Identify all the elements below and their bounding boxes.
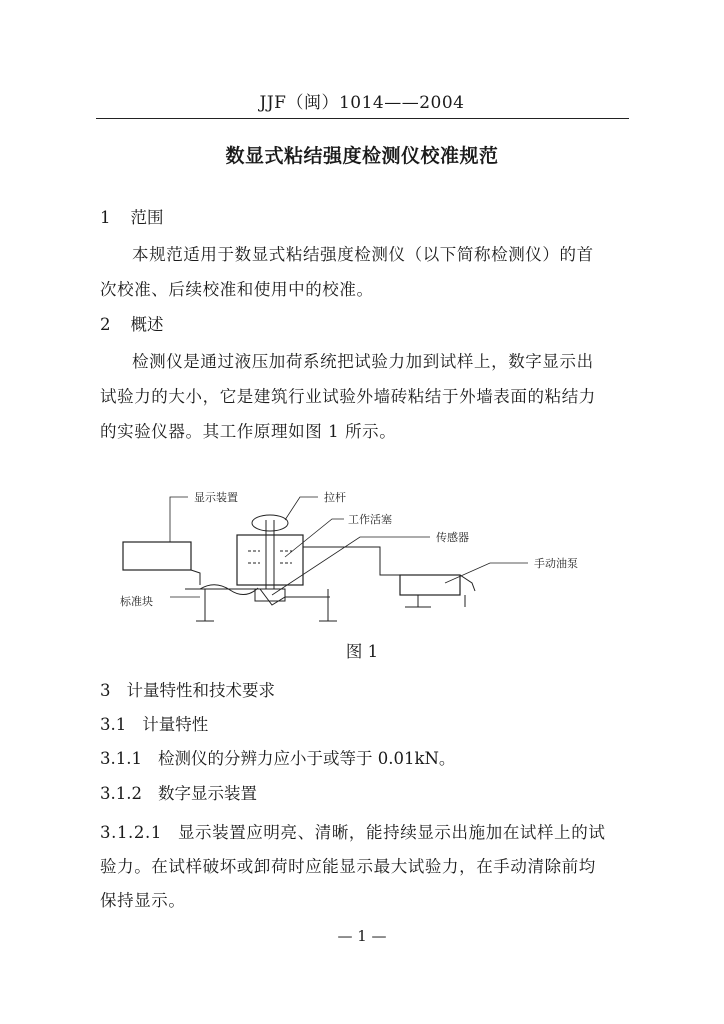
label-display-device: 显示装置 (194, 491, 238, 504)
label-hand-pump: 手动油泵 (534, 557, 578, 570)
section-number: 3.1 (100, 715, 127, 734)
clause-3-1-1 (100, 745, 455, 769)
section-title: 计量特性和技术要求 (126, 681, 275, 700)
clause-number: 3.1.1 (100, 749, 142, 768)
paragraph-line: 本规范适用于数显式粘结强度检测仪（以下简称检测仪）的首 (132, 245, 594, 264)
page-number: — 1 — (337, 927, 387, 945)
paragraph-line: 显示装置应明亮、清晰，能持续显示出施加在试样上的试 (177, 823, 606, 842)
paragraph-line: 次校准、后续校准和使用中的校准。 (100, 280, 374, 299)
section-number: 3 (100, 681, 111, 700)
section-3-1-2-heading (100, 780, 257, 804)
cable-line (191, 570, 200, 585)
label-pull-rod: 拉杆 (324, 491, 346, 504)
section-number: 3.1.2 (100, 784, 142, 803)
section-1-heading (100, 204, 164, 228)
clause-3-1-2-1 (100, 819, 605, 843)
paragraph-line: 检测仪是通过液压加荷系统把试验力加到试样上，数字显示出 (132, 352, 594, 371)
section-3-heading (100, 677, 275, 701)
label-sensor: 传感器 (436, 531, 469, 544)
standard-block-shape (200, 585, 258, 595)
document-code: JJF（闽）1014——2004 (259, 93, 465, 113)
document-title: 数显式粘结强度检测仪校准规范 (225, 145, 499, 167)
figure-caption: 图 1 (345, 642, 379, 661)
paragraph-line: 试验力的大小，它是建筑行业试验外墙砖粘结于外墙表面的粘结力 (100, 387, 596, 406)
section-title: 概述 (130, 315, 164, 334)
cylinder-shape (237, 535, 303, 585)
section-title: 计量特性 (142, 715, 209, 734)
hydraulic-hose-line (303, 547, 400, 575)
section-number: 1 (100, 208, 111, 227)
section-title: 数字显示装置 (157, 784, 257, 803)
working-principle-diagram (100, 485, 600, 625)
base-line (185, 589, 330, 605)
section-3-1-heading (100, 711, 208, 735)
paragraph-line: 的实验仪器。其工作原理如图 1 所示。 (100, 422, 397, 441)
section-number: 2 (100, 315, 111, 334)
hand-pump-shape (400, 575, 460, 595)
paragraph-line: 验力。在试样破坏或卸荷时应能显示最大试验力，在手动清除前均 (100, 857, 596, 876)
display-device-shape (123, 542, 191, 570)
pull-handle-shape (252, 515, 288, 531)
label-working-piston: 工作活塞 (348, 513, 392, 526)
clause-number: 3.1.2.1 (100, 823, 162, 842)
label-standard-block: 标准块 (120, 595, 153, 608)
section-title: 范围 (130, 208, 164, 227)
paragraph-line: 保持显示。 (100, 891, 186, 910)
header-rule (96, 118, 629, 119)
section-2-heading (100, 311, 164, 335)
clause-text: 检测仪的分辨力应小于或等于 0.01kN。 (157, 749, 456, 768)
